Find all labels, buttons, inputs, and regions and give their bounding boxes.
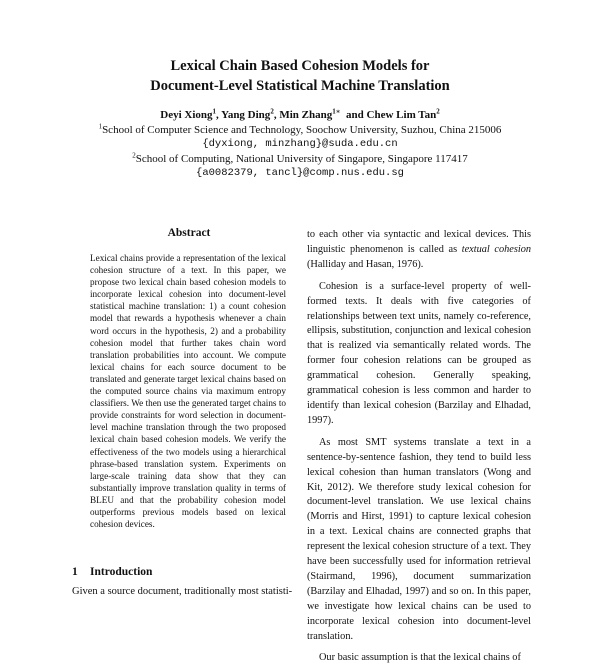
author-3: Min Zhang (279, 109, 333, 121)
title-line-2: Document-Level Statistical Machine Translation (150, 78, 450, 94)
email-2: {a0082379, tancl}@comp.nus.edu.sg (196, 167, 404, 179)
affiliation-2-mark: 2 (132, 150, 136, 159)
paragraph-4: Our basic assumption is that the lexical chains of (319, 652, 521, 664)
author-block (0, 108, 600, 181)
title-line-1: Lexical Chain Based Cohesion Models for (170, 58, 430, 74)
paragraph-1 (307, 228, 531, 273)
affiliation-1-mark: 1 (98, 121, 103, 130)
paragraph-1-end: (Halliday and Hasan, 1976). (307, 258, 424, 270)
affiliation-2-text: School of Computing, National University of Singapore, Singapore 117417 (135, 152, 468, 165)
paragraph-1-italic: textual cohesion (461, 243, 531, 255)
author-2: Yang Ding (221, 109, 271, 121)
abstract-text: Lexical chains provide a representation of the lexical cohesion structure of a text. In this paper, we propose two lexical chain based cohesion models to incorporate lexical cohesion into document-level statistical machine translation: 1) a count cohesion model that rewards a hypothesis whenever a chain word occurs in the hypothesis, 2) and a probability cohesion model that further takes chain word translation probabilities into account. We compute lexical chains for each source document to be translated and generate target lexical chains based on the computed source chains via maximum entropy classifiers. We then use the generated target chains to provide constraints for word selection in document-level machine translation through the two proposed lexical chain based cohesion models. We verify the effectiveness of the two models using a hierarchical phrase-based translation system. Experiments on large-scale training data show that they can substantially improve translation quality in terms of BLEU and that the probability cohesion model outperforms previous models based on lexical cohesion devices. (90, 253, 286, 530)
author-1: Deyi Xiong (160, 109, 213, 121)
author-2-mark: 2 (270, 107, 274, 116)
section-title: Introduction (90, 566, 153, 578)
author-4-mark: 2 (436, 107, 440, 116)
affiliation-2 (0, 152, 600, 167)
left-column (72, 226, 306, 530)
affiliation-1-text: School of Computer Science and Technology, Soochow University, Suzhou, China 215006 (102, 123, 502, 136)
paragraph-1-start: to each other via syntactic and lexical devices. This linguistic phenomenon is called as (307, 229, 531, 255)
author-1-mark: 1 (212, 107, 216, 116)
email-1: {dyxiong, minzhang}@suda.edu.cn (202, 138, 398, 150)
abstract-heading: Abstract (167, 227, 211, 239)
paragraph-3: As most SMT systems translate a text in a sentence-by-sentence fashion, they tend to build less lexical cohesion than human translators (Wong and Kit, 2012). We therefore study lexical cohesion for document-level translation. We use lexical chains (Morris and Hirst, 1991) to capture lexical cohesion in a text. Lexical chains are connected graphs that represent the lexical cohesion structure of a text. They have been successfully used for information retrieval (Stairmand, 1996), document summarization (Barzilay and Elhadad, 1997) and so on. In this paper, we investigate how lexical chains can be used to incorporate lexical cohesion into document-level translation. (307, 436, 531, 642)
paragraph-2: Cohesion is a surface-level property of well-formed texts. It deals with five categories of relationships between text units, namely co-reference, ellipsis, substitution, conjunction and lexical cohesion that is realized via semantically related words. The former four cohesion relations can be grouped as grammatical cohesion. Generally speaking, grammatical cohesion is less common and harder to identify than lexical cohesion (Barzilay and Elhadad, 1997). (307, 280, 531, 426)
author-4: and Chew Lim Tan (346, 109, 437, 121)
intro-first-line: Given a source document, traditionally most statisti- (72, 586, 293, 597)
right-column (307, 228, 531, 666)
section-number: 1 (72, 566, 78, 578)
paper-title (0, 56, 600, 96)
author-names: Deyi Xiong$^1$, Yang Ding$^2$, Min Zhang$^{1∗}$ and Chew Lim Tan$^2$ (160, 107, 440, 121)
affiliation-1 (0, 123, 600, 138)
section-heading (72, 566, 152, 578)
author-3-mark: 1∗ (332, 107, 341, 116)
